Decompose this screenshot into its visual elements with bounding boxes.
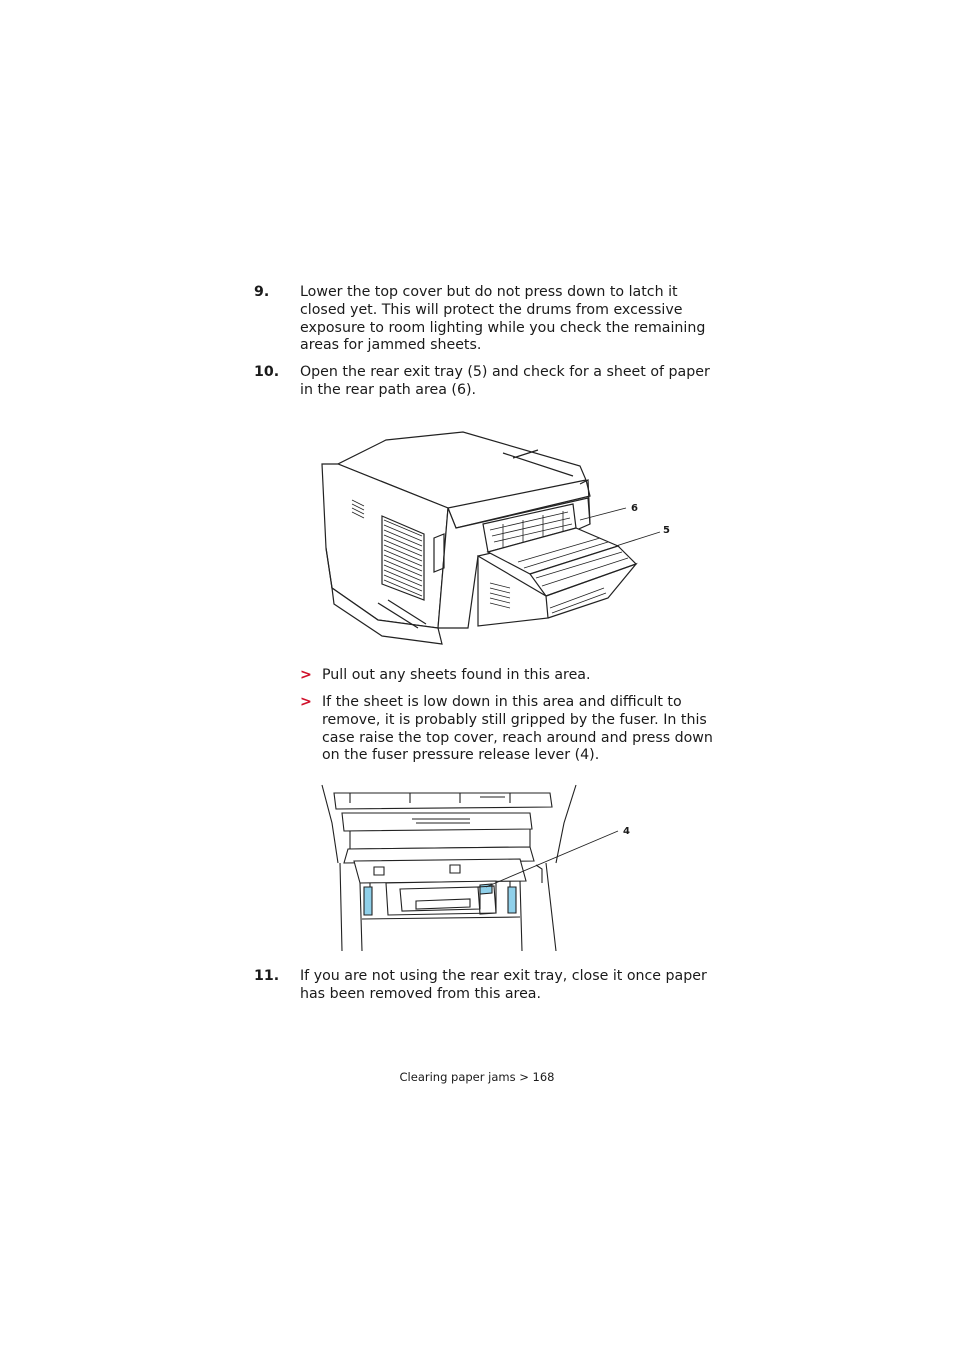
step-number: 9. (254, 284, 270, 300)
bullet-arrow-icon: > (300, 667, 312, 683)
callout-4: 4 (623, 826, 630, 837)
bullet-text: If the sheet is low down in this area and difficult to remove, it is probably still gripped by the fuser. In this case raise the top cover, reach around and press down on the fuser pressure release lever (4). (322, 694, 713, 764)
step-text: If you are not using the rear exit tray, close it once paper has been removed from this area. (300, 968, 707, 1002)
printer-rear-illustration (318, 428, 678, 656)
bullet-arrow-icon: > (300, 694, 312, 710)
callout-6: 6 (631, 503, 638, 514)
callout-5: 5 (663, 525, 670, 536)
step-number: 10. (254, 364, 280, 380)
step-text: Open the rear exit tray (5) and check for a sheet of paper in the rear path area (6). (300, 364, 710, 398)
page-footer: Clearing paper jams > 168 (399, 1070, 555, 1084)
printer-interior-illustration (320, 783, 640, 951)
step-text: Lower the top cover but do not press down to latch it closed yet. This will protect the drums from excessive exposure to room lighting while you check the remaining areas for jammed sheets. (300, 284, 706, 354)
bullet-text: Pull out any sheets found in this area. (322, 667, 591, 683)
step-number: 11. (254, 968, 280, 984)
